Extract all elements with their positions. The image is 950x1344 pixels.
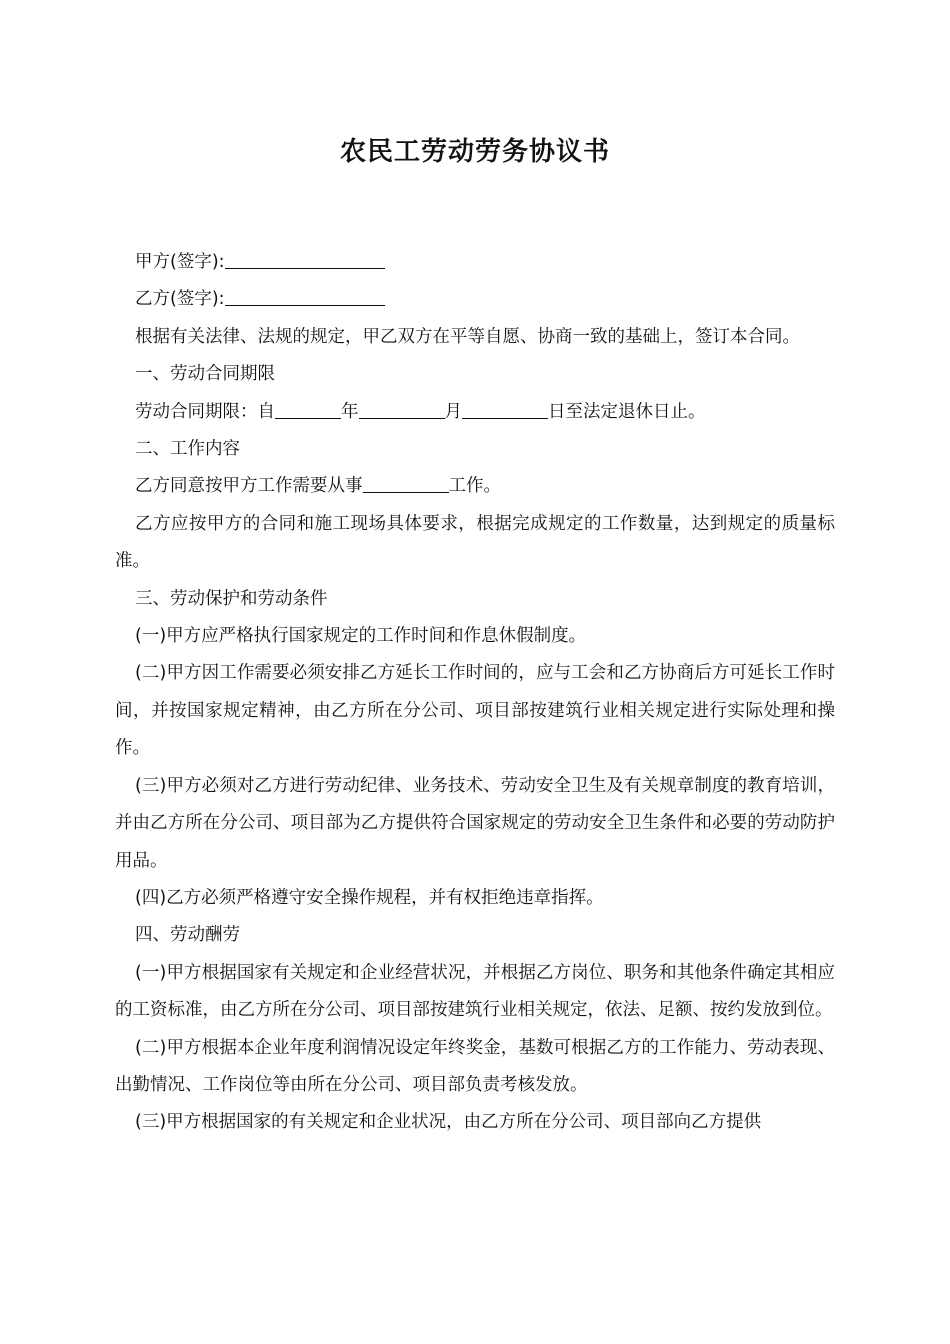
work-blank	[363, 470, 449, 493]
section-3-paragraph-4: (四)乙方必须严格遵守安全操作规程，并有权拒绝违章指挥。	[135, 887, 604, 908]
term-prefix: 劳动合同期限：自	[135, 401, 275, 422]
day-blank	[462, 396, 548, 419]
section-3-paragraph-1: (一)甲方应严格执行国家规定的工作时间和作息休假制度。	[135, 626, 587, 647]
section-3-paragraph-2: (二)甲方因工作需要必须安排乙方延长工作时间的，应与工会和乙方协商后方可延长工作时间，并按国家规定精神，由乙方所在分公司、项目部按建筑行业相关规定进行实际处理和操作。	[115, 663, 835, 759]
work-prefix: 乙方同意按甲方工作需要从事	[135, 476, 363, 497]
party-a-signature-line	[115, 244, 835, 281]
section-2-paragraph-2: 乙方应按甲方的合同和施工现场具体要求，根据完成规定的工作数量，达到规定的质量标准。	[115, 513, 835, 572]
work-suffix: 工作。	[448, 476, 501, 497]
party-b-signature-line	[115, 281, 835, 318]
year-label: 年	[341, 401, 359, 422]
document-body	[115, 244, 835, 1142]
month-blank	[359, 396, 445, 419]
document-title: 农民工劳动劳务协议书	[339, 137, 610, 167]
section-1-heading: 一、劳动合同期限	[135, 364, 275, 385]
section-4-paragraph-3: (三)甲方根据国家的有关规定和企业状况，由乙方所在分公司、项目部向乙方提供	[135, 1112, 762, 1133]
contract-term-line	[115, 394, 835, 431]
section-4-heading: 四、劳动酬劳	[135, 925, 240, 946]
party-b-label: 乙方(签字):	[135, 289, 225, 310]
section-3-paragraph-3: (三)甲方必须对乙方进行劳动纪律、业务技术、劳动安全卫生及有关规章制度的教育培训，并由乙方所在分公司、项目部为乙方提供符合国家规定的劳动安全卫生条件和必要的劳动防护用品。	[115, 775, 835, 871]
intro-paragraph: 根据有关法律、法规的规定，甲乙双方在平等自愿、协商一致的基础上，签订本合同。	[135, 326, 800, 347]
term-suffix: 日至法定退休日止。	[548, 401, 706, 422]
party-a-label: 甲方(签字):	[135, 252, 225, 272]
section-4-paragraph-2: (二)甲方根据本企业年度利润情况设定年终奖金，基数可根据乙方的工作能力、劳动表现、出勤情况、工作岗位等由所在分公司、项目部负责考核发放。	[115, 1037, 835, 1095]
section-3-heading: 三、劳动保护和劳动条件	[135, 588, 328, 609]
section-4-paragraph-1: (一)甲方根据国家有关规定和企业经营状况，并根据乙方岗位、职务和其他条件确定其相应的工资标准，由乙方所在分公司、项目部按建筑行业相关规定，依法、足额、按约发放到位。	[115, 962, 835, 1021]
work-content-line	[115, 468, 835, 505]
party-b-signature-blank	[225, 283, 385, 306]
year-blank	[275, 396, 341, 419]
month-label: 月	[444, 401, 462, 422]
section-2-heading: 二、工作内容	[135, 439, 240, 460]
party-a-signature-blank	[225, 246, 385, 269]
